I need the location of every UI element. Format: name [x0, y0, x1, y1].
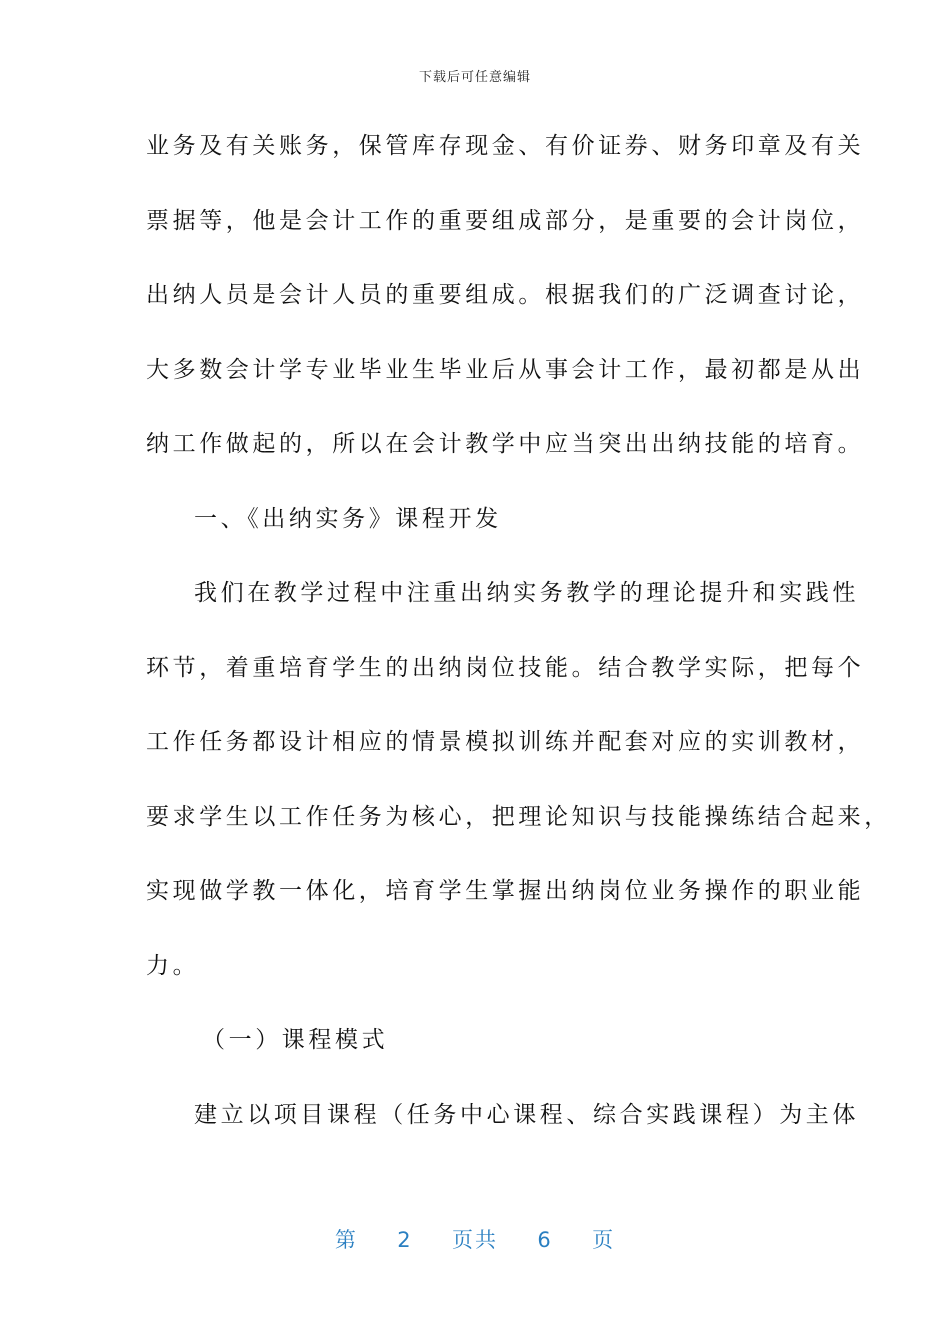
page-suffix: 页: [592, 1228, 616, 1252]
page-current: 2: [397, 1228, 413, 1252]
page-footer: [0, 1224, 950, 1254]
paragraph-line: 纳工作做起的，所以在会计教学中应当突出出纳技能的培育。: [146, 431, 865, 457]
paragraph-line: 票据等，他是会计工作的重要组成部分，是重要的会计岗位，: [146, 207, 865, 234]
paragraph-line: 工作任务都设计相应的情景模拟训练并配套对应的实训教材，: [146, 729, 865, 755]
page-prefix: 第: [334, 1228, 358, 1252]
subsection-heading: （一）课程模式: [202, 1027, 389, 1053]
document-body: [146, 120, 891, 1163]
paragraph-line: 环节，着重培育学生的出纳岗位技能。结合教学实际，把每个: [146, 654, 865, 681]
paragraph-line: 建立以项目课程（任务中心课程、综合实践课程）为主体: [194, 1101, 859, 1128]
paragraph-line: 大多数会计学专业毕业生毕业后从事会计工作，最初都是从出: [146, 356, 865, 383]
paragraph-line: 力。: [146, 952, 200, 979]
header-note: 下载后可任意编辑: [418, 70, 531, 85]
paragraph-line: 出纳人员是会计人员的重要组成。根据我们的广泛调查讨论，: [146, 282, 865, 308]
page-total: 6: [537, 1228, 553, 1252]
paragraph-line: 业务及有关账务，保管库存现金、有价证券、财务印章及有关: [146, 133, 865, 159]
paragraph-line: 实现做学教一体化，培育学生掌握出纳岗位业务操作的职业能: [146, 878, 865, 904]
paragraph-line: 要求学生以工作任务为核心，把理论知识与技能操练结合起来，: [146, 803, 891, 830]
page-middle: 页共: [452, 1228, 498, 1252]
section-heading: 一、《出纳实务》课程开发: [194, 505, 502, 532]
paragraph-line: 我们在教学过程中注重出纳实务教学的理论提升和实践性: [194, 580, 859, 606]
